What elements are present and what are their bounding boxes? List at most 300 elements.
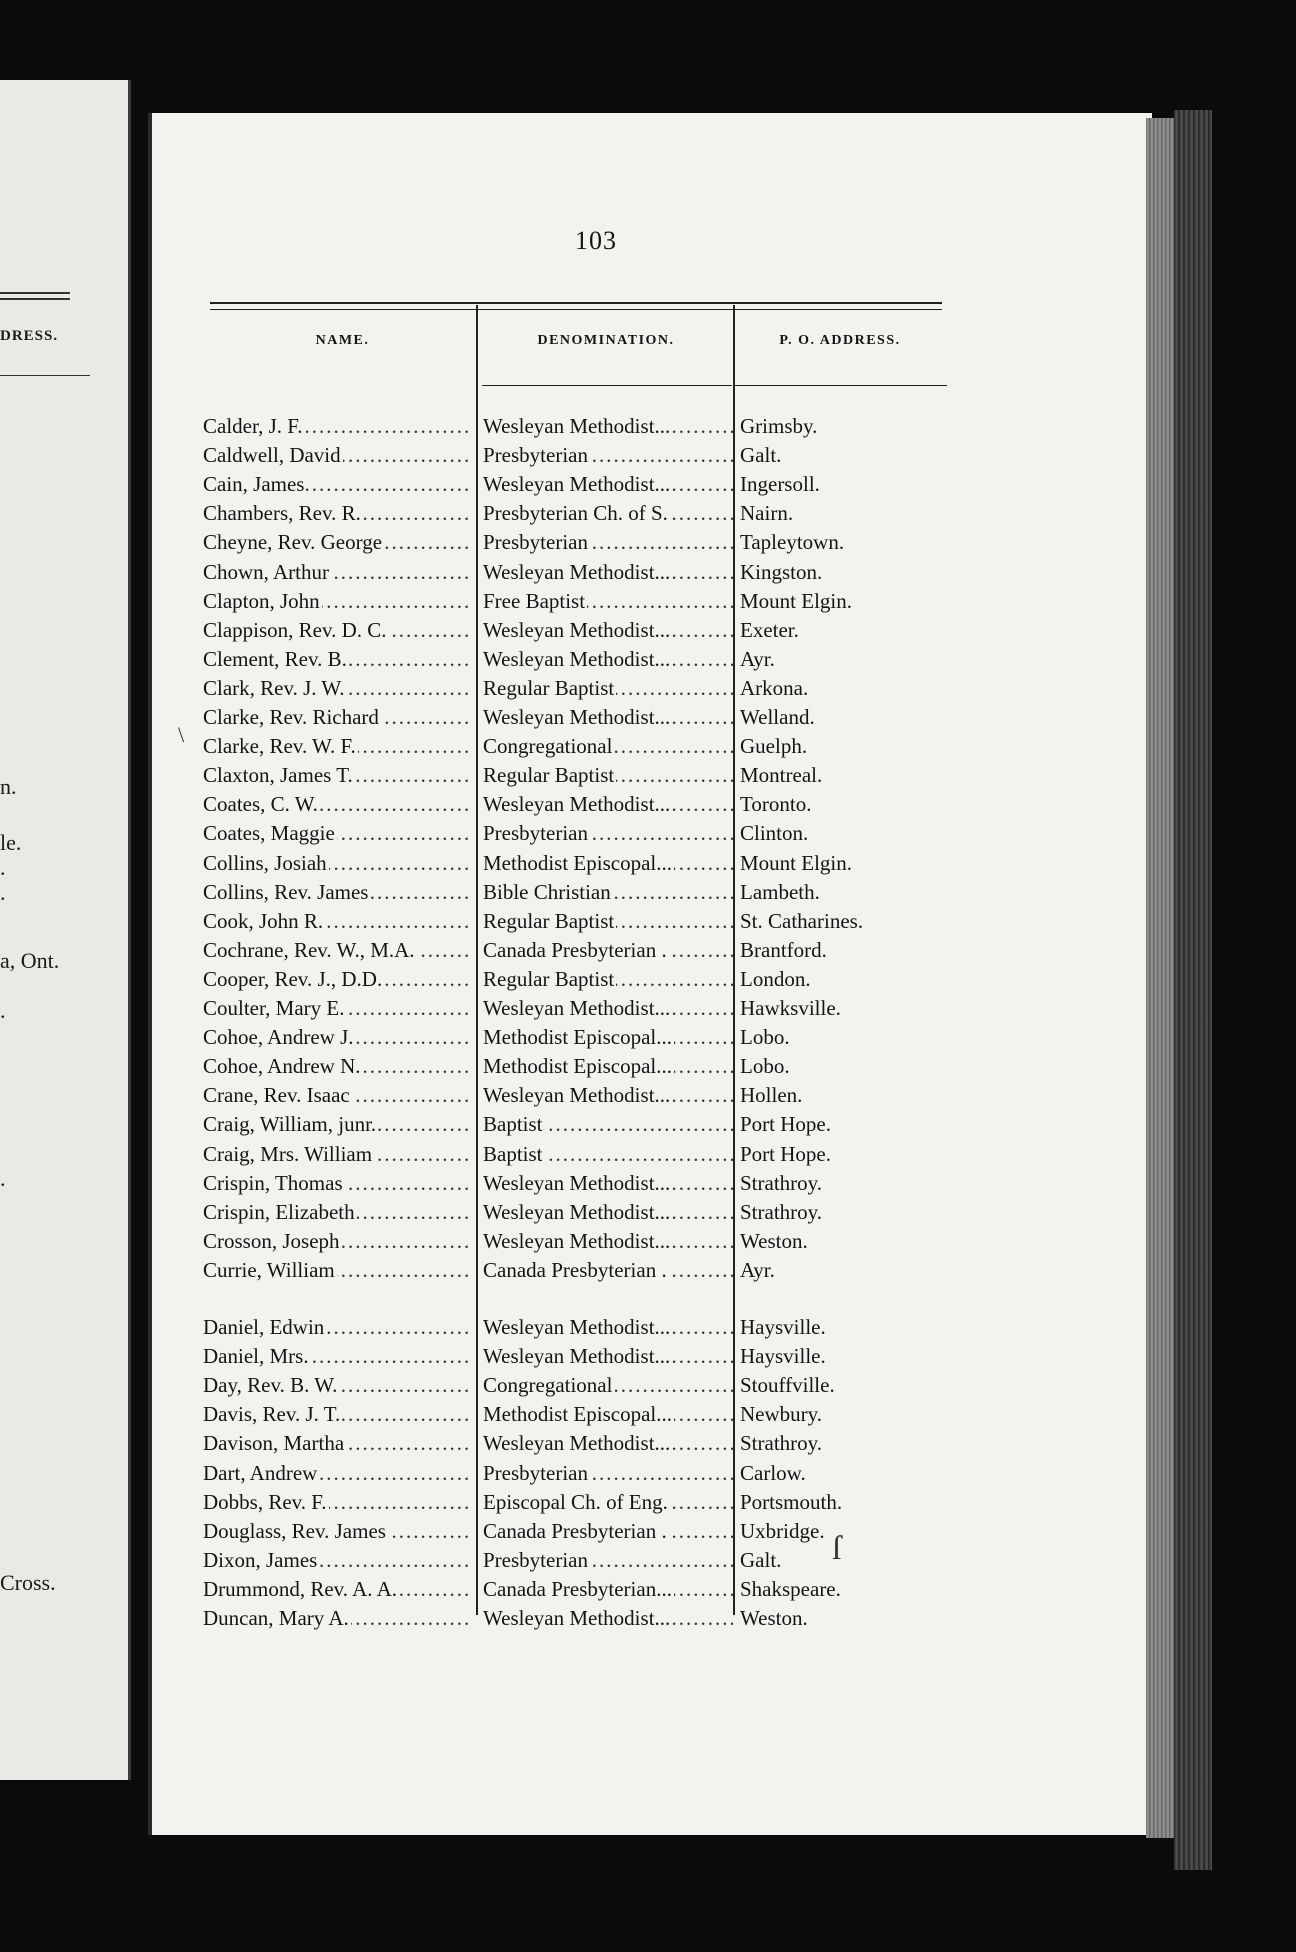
table-row [203, 441, 943, 470]
entry-name-text: Craig, William, junr. [203, 1110, 378, 1139]
table-row [203, 1342, 943, 1371]
entry-denomination-text: Baptist [483, 1110, 545, 1139]
left-page-fragment: n. [0, 774, 17, 799]
entry-address-text: Strathroy. [740, 1431, 823, 1456]
table-row [203, 819, 943, 848]
table-row [203, 790, 943, 819]
entry-name [203, 499, 471, 528]
entry-denomination-text: Congregational [483, 732, 614, 761]
table-row [203, 1459, 943, 1488]
entry-name-text: Crispin, Thomas [203, 1169, 345, 1198]
entry-address-text: Strathroy. [740, 1170, 823, 1195]
table-row [203, 994, 943, 1023]
entry-name-text: Cain, James [203, 470, 306, 499]
entry-name [203, 849, 471, 878]
entry-name-text: Currie, William [203, 1256, 337, 1285]
entry-address-text: Weston. [740, 1228, 808, 1253]
entry-denomination-text: Canada Presbyterian . [483, 1517, 669, 1546]
entry-denomination-text: Wesleyan Methodist... [483, 1198, 672, 1227]
entry-address-text: Port Hope. [740, 1141, 831, 1166]
table-row [203, 1227, 943, 1256]
entry-denomination [483, 907, 733, 936]
entry-name-text: Clement, Rev. B. [203, 645, 349, 674]
entry-denomination [483, 645, 733, 674]
entry-address-text: Tapleytown. [740, 530, 845, 555]
entry-name-text: Duncan, Mary A. [203, 1604, 351, 1633]
entry-address-text: Haysville. [740, 1315, 826, 1339]
entry-denomination [483, 761, 733, 790]
entry-denomination [483, 1140, 733, 1169]
entry-denomination-text: Wesleyan Methodist... [483, 412, 672, 441]
entry-denomination [483, 849, 733, 878]
entry-denomination-text: Bible Christian [483, 878, 613, 907]
table-row [203, 761, 943, 790]
previous-page-sliver [0, 80, 131, 1780]
entry-address-text: Clinton. [740, 821, 809, 846]
entry-denomination-text: Wesleyan Methodist... [483, 558, 672, 587]
entry-denomination [483, 1429, 733, 1458]
entry-denomination [483, 674, 733, 703]
entry-name-text: Collins, Rev. James [203, 878, 370, 907]
entry-address-text: Mount Elgin. [740, 850, 853, 875]
entry-address-text: Kingston. [740, 559, 823, 584]
entry-denomination-text: Wesleyan Methodist... [483, 1342, 672, 1371]
entry-address-text: Mount Elgin. [740, 588, 853, 613]
entry-name-text: Cohoe, Andrew N. [203, 1052, 362, 1081]
entry-denomination-text: Episcopal Ch. of Eng. [483, 1488, 670, 1517]
entry-address [740, 1342, 940, 1371]
left-page-fragment: . [0, 1166, 6, 1191]
entry-address-text: Ayr. [740, 646, 775, 671]
entry-address [740, 1198, 940, 1227]
entry-name [203, 819, 471, 848]
entry-name [203, 732, 471, 761]
entry-address-text: Montreal. [740, 763, 823, 788]
entry-name [203, 470, 471, 499]
table-row [203, 616, 943, 645]
entry-denomination [483, 1313, 733, 1342]
table-row [203, 1023, 943, 1052]
entry-address [740, 470, 940, 499]
entry-address [740, 1459, 940, 1488]
entry-name [203, 616, 471, 645]
entry-denomination-text: Wesleyan Methodist... [483, 1429, 672, 1458]
entry-address-text: Uxbridge. [740, 1518, 825, 1543]
entry-address-text: Galt. [740, 443, 782, 468]
entry-name-text: Craig, Mrs. William [203, 1140, 374, 1169]
table-row [203, 587, 943, 616]
entry-denomination-text: Presbyterian [483, 441, 590, 470]
entry-denomination-text: Wesleyan Methodist... [483, 1313, 672, 1342]
entry-address [740, 1110, 940, 1139]
entry-denomination [483, 703, 733, 732]
table-row [203, 1256, 943, 1285]
entry-name-text: Clarke, Rev. W. F. [203, 732, 358, 761]
entry-name-text: Cheyne, Rev. George [203, 528, 384, 557]
column-header-address: P. O. ADDRESS. [779, 333, 901, 348]
left-page-fragment: a, Ont. [0, 948, 60, 973]
left-page-rule [0, 298, 70, 300]
entry-name-text: Daniel, Mrs. [203, 1342, 311, 1371]
entry-name-text: Clappison, Rev. D. C. [203, 616, 389, 645]
entry-name [203, 1110, 471, 1139]
entry-name [203, 907, 471, 936]
entry-address [740, 1227, 940, 1256]
entry-address [740, 819, 940, 848]
pen-mark: ſ [832, 1530, 842, 1567]
entry-address-text: Brantford. [740, 937, 827, 962]
entry-denomination [483, 441, 733, 470]
entry-address [740, 1488, 940, 1517]
entry-name [203, 1400, 471, 1429]
table-row [203, 1110, 943, 1139]
entry-denomination-text: Regular Baptist [483, 761, 616, 790]
entry-denomination [483, 616, 733, 645]
entry-denomination [483, 1604, 733, 1633]
left-page-fragment: . [0, 855, 6, 880]
entry-address [740, 412, 940, 441]
entry-name [203, 790, 471, 819]
entry-name-text: Coulter, Mary E. [203, 994, 346, 1023]
entry-address-text: Shakspeare. [740, 1576, 841, 1601]
entry-address-text: Carlow. [740, 1460, 806, 1485]
entry-denomination-text: Methodist Episcopal... [483, 849, 674, 878]
entry-address [740, 703, 940, 732]
entry-name-text: Crosson, Joseph [203, 1227, 342, 1256]
entry-denomination-text: Wesleyan Methodist... [483, 790, 672, 819]
entry-name [203, 1517, 471, 1546]
entry-address [740, 790, 940, 819]
entry-denomination [483, 1546, 733, 1575]
entry-denomination [483, 936, 733, 965]
entry-denomination-text: Congregational [483, 1371, 614, 1400]
entry-denomination [483, 790, 733, 819]
entry-name [203, 1371, 471, 1400]
entry-name-text: Drummond, Rev. A. A. [203, 1575, 399, 1604]
entry-name-text: Cooper, Rev. J., D.D. [203, 965, 384, 994]
entry-address-text: Lobo. [740, 1025, 790, 1050]
table-row [203, 1052, 943, 1081]
entry-name-text: Collins, Josiah [203, 849, 329, 878]
table-row [203, 499, 943, 528]
entry-denomination-text: Baptist [483, 1140, 545, 1169]
column-header-name: NAME. [315, 333, 370, 348]
entry-name [203, 878, 471, 907]
entry-address-text: Ayr. [740, 1257, 775, 1282]
left-page-fragment: . [0, 880, 6, 905]
entry-address-text: St. Catharines. [740, 908, 864, 933]
entry-denomination [483, 1081, 733, 1110]
entry-name-text: Coates, C. W. [203, 790, 320, 819]
entry-denomination [483, 412, 733, 441]
entry-name-text: Clarke, Rev. Richard [203, 703, 381, 732]
entry-denomination-text: Canada Presbyterian... [483, 1575, 674, 1604]
entry-address [740, 1575, 940, 1604]
entry-address-text: Galt. [740, 1547, 782, 1572]
entry-name [203, 1198, 471, 1227]
entry-name [203, 412, 471, 441]
entry-denomination [483, 819, 733, 848]
entry-denomination-text: Wesleyan Methodist... [483, 1081, 672, 1110]
entry-address [740, 616, 940, 645]
entry-address-text: Ingersoll. [740, 472, 820, 497]
entry-address-text: Stouffville. [740, 1373, 835, 1398]
entry-denomination-text: Regular Baptist [483, 907, 616, 936]
entry-name [203, 1604, 471, 1633]
page-block-edge [1146, 118, 1174, 1838]
entry-denomination [483, 1198, 733, 1227]
left-page-fragment: le. [0, 830, 22, 855]
entry-address-text: Lambeth. [740, 879, 820, 904]
entry-denomination [483, 1227, 733, 1256]
left-page-rule [0, 375, 90, 376]
entry-denomination [483, 1342, 733, 1371]
entry-name-text: Day, Rev. B. W. [203, 1371, 339, 1400]
entry-denomination [483, 1169, 733, 1198]
entry-denomination [483, 558, 733, 587]
table-row [203, 732, 943, 761]
entry-name [203, 994, 471, 1023]
header-double-rule-bottom [210, 309, 942, 310]
entry-address [740, 1256, 940, 1285]
book-cover-edge [1174, 110, 1212, 1870]
entry-name-text: Chown, Arthur [203, 558, 331, 587]
entry-denomination-text: Presbyterian Ch. of S. [483, 499, 670, 528]
entry-denomination-text: Presbyterian [483, 819, 590, 848]
entry-address-text: Strathroy. [740, 1199, 823, 1224]
table-row [203, 907, 943, 936]
header-double-rule-top [210, 302, 942, 304]
entry-denomination [483, 1256, 733, 1285]
table-row [203, 1575, 943, 1604]
entry-denomination [483, 1575, 733, 1604]
entry-denomination-text: Wesleyan Methodist... [483, 703, 672, 732]
table-row [203, 965, 943, 994]
entry-denomination [483, 1517, 733, 1546]
entry-denomination-text: Presbyterian [483, 528, 590, 557]
entry-denomination-text: Presbyterian [483, 1459, 590, 1488]
entry-denomination-text: Wesleyan Methodist... [483, 470, 672, 499]
entry-denomination-text: Methodist Episcopal... [483, 1052, 674, 1081]
entry-name [203, 1313, 471, 1342]
entry-address-text: London. [740, 966, 811, 991]
entry-address [740, 674, 940, 703]
entry-denomination [483, 1023, 733, 1052]
entry-denomination [483, 528, 733, 557]
entry-name-text: Daniel, Edwin [203, 1313, 326, 1342]
entry-name-text: Chambers, Rev. R. [203, 499, 363, 528]
entry-name [203, 1342, 471, 1371]
entry-address-text: Exeter. [740, 617, 799, 642]
left-page-fragment: Cross. [0, 1570, 56, 1595]
entry-name [203, 965, 471, 994]
entry-name [203, 703, 471, 732]
entry-address [740, 1371, 940, 1400]
entry-denomination [483, 1459, 733, 1488]
entry-address-text: Welland. [740, 705, 815, 729]
entry-address [740, 965, 940, 994]
entry-address [740, 878, 940, 907]
left-page-rule [0, 292, 70, 294]
table-row [203, 1488, 943, 1517]
entry-address [740, 849, 940, 878]
entry-denomination [483, 587, 733, 616]
entry-address-text: Arkona. [740, 675, 809, 700]
entry-denomination-text: Methodist Episcopal... [483, 1023, 674, 1052]
entry-name-text: Dixon, James [203, 1546, 319, 1575]
entry-denomination-text: Wesleyan Methodist... [483, 994, 672, 1023]
entry-address [740, 1429, 940, 1458]
entry-address-text: Hawksville. [740, 996, 841, 1020]
entry-address [740, 1140, 940, 1169]
entry-address [740, 1604, 940, 1633]
entry-address [740, 907, 940, 936]
table-row [203, 703, 943, 732]
entry-denomination-text: Canada Presbyterian . [483, 1256, 669, 1285]
entry-denomination [483, 1371, 733, 1400]
entry-address [740, 499, 940, 528]
entry-name [203, 528, 471, 557]
entry-name-text: Cohoe, Andrew J. [203, 1023, 356, 1052]
entry-address [740, 994, 940, 1023]
entry-name [203, 1140, 471, 1169]
pen-mark: \ [178, 722, 185, 747]
entry-address [740, 1400, 940, 1429]
entry-name-text: Clark, Rev. J. W. [203, 674, 347, 703]
entry-name [203, 1169, 471, 1198]
entry-denomination-text: Wesleyan Methodist... [483, 616, 672, 645]
entry-name-text: Coates, Maggie [203, 819, 337, 848]
entry-denomination [483, 1400, 733, 1429]
table-row [203, 412, 943, 441]
table-row [203, 645, 943, 674]
entry-address-text: Grimsby. [740, 414, 818, 438]
entry-address [740, 528, 940, 557]
table-row [203, 1400, 943, 1429]
entry-name [203, 1459, 471, 1488]
entry-address [740, 1023, 940, 1052]
table-row [203, 936, 943, 965]
left-page-header-fragment: DRESS. [0, 328, 59, 344]
entry-address-text: Portsmouth. [740, 1489, 843, 1514]
table-row [203, 878, 943, 907]
entry-name [203, 1546, 471, 1575]
entry-name [203, 1023, 471, 1052]
entry-denomination-text: Free Baptist [483, 587, 587, 616]
entry-denomination [483, 499, 733, 528]
entry-name-text: Calder, J. F. [203, 412, 305, 441]
table-row [203, 1198, 943, 1227]
table-row [203, 1429, 943, 1458]
entry-name [203, 1227, 471, 1256]
entry-name-text: Davison, Martha [203, 1429, 346, 1458]
entry-denomination-text: Wesleyan Methodist... [483, 1227, 672, 1256]
entry-denomination-text: Regular Baptist [483, 674, 616, 703]
entry-name [203, 441, 471, 470]
header-underline [735, 385, 947, 386]
left-page-fragment: . [0, 998, 6, 1023]
table-row [203, 558, 943, 587]
entry-name [203, 558, 471, 587]
entry-denomination [483, 1110, 733, 1139]
table-row [203, 674, 943, 703]
entry-name [203, 645, 471, 674]
entry-denomination-text: Regular Baptist [483, 965, 616, 994]
table-row [203, 1604, 943, 1633]
entry-name-text: Crispin, Elizabeth [203, 1198, 357, 1227]
table-row [203, 1140, 943, 1169]
entry-address-text: Haysville. [740, 1344, 826, 1369]
entry-address [740, 936, 940, 965]
table-row [203, 528, 943, 557]
entry-denomination [483, 470, 733, 499]
table-row [203, 1081, 943, 1110]
entry-name [203, 1052, 471, 1081]
entry-name [203, 1575, 471, 1604]
entry-address [740, 441, 940, 470]
entry-name-text: Caldwell, David [203, 441, 343, 470]
entry-address-text: Nairn. [740, 501, 794, 526]
entry-denomination-text: Wesleyan Methodist... [483, 645, 672, 674]
entry-denomination [483, 878, 733, 907]
entry-denomination-text: Methodist Episcopal... [483, 1400, 674, 1429]
table-row [203, 1169, 943, 1198]
entry-denomination [483, 1052, 733, 1081]
table-row [203, 1313, 943, 1342]
entry-address [740, 645, 940, 674]
entry-name-text: Douglass, Rev. James [203, 1517, 388, 1546]
entry-denomination [483, 1488, 733, 1517]
header-underline [482, 385, 732, 386]
table-row [203, 849, 943, 878]
entry-name [203, 1429, 471, 1458]
entry-denomination-text: Wesleyan Methodist... [483, 1604, 672, 1633]
entry-name-text: Dobbs, Rev. F. [203, 1488, 329, 1517]
entry-name-text: Cook, John R. [203, 907, 325, 936]
entry-address [740, 587, 940, 616]
entry-name [203, 1081, 471, 1110]
entry-denomination [483, 994, 733, 1023]
column-header-denomination: DENOMINATION. [537, 333, 675, 348]
entry-name [203, 1488, 471, 1517]
entry-name-text: Davis, Rev. J. T. [203, 1400, 342, 1429]
entry-address [740, 1081, 940, 1110]
entry-address-text: Guelph. [740, 734, 808, 759]
entry-address-text: Weston. [740, 1606, 808, 1630]
entry-denomination-text: Wesleyan Methodist... [483, 1169, 672, 1198]
entry-name [203, 936, 471, 965]
entry-name-text: Claxton, James T. [203, 761, 355, 790]
entry-address [740, 732, 940, 761]
entry-name [203, 587, 471, 616]
entry-address [740, 761, 940, 790]
entry-address-text: Hollen. [740, 1083, 803, 1108]
entry-name [203, 761, 471, 790]
entry-name-text: Dart, Andrew [203, 1459, 319, 1488]
page-number: 103 [575, 226, 617, 255]
entry-address-text: Port Hope. [740, 1112, 831, 1137]
entry-denomination [483, 965, 733, 994]
entry-address [740, 1313, 940, 1342]
entry-denomination-text: Presbyterian [483, 1546, 590, 1575]
entry-address-text: Toronto. [740, 792, 812, 817]
table-row [203, 470, 943, 499]
entry-name [203, 1256, 471, 1285]
table-row [203, 1371, 943, 1400]
entry-address-text: Newbury. [740, 1402, 823, 1427]
entry-address [740, 1052, 940, 1081]
entry-denomination-text: Canada Presbyterian . [483, 936, 669, 965]
